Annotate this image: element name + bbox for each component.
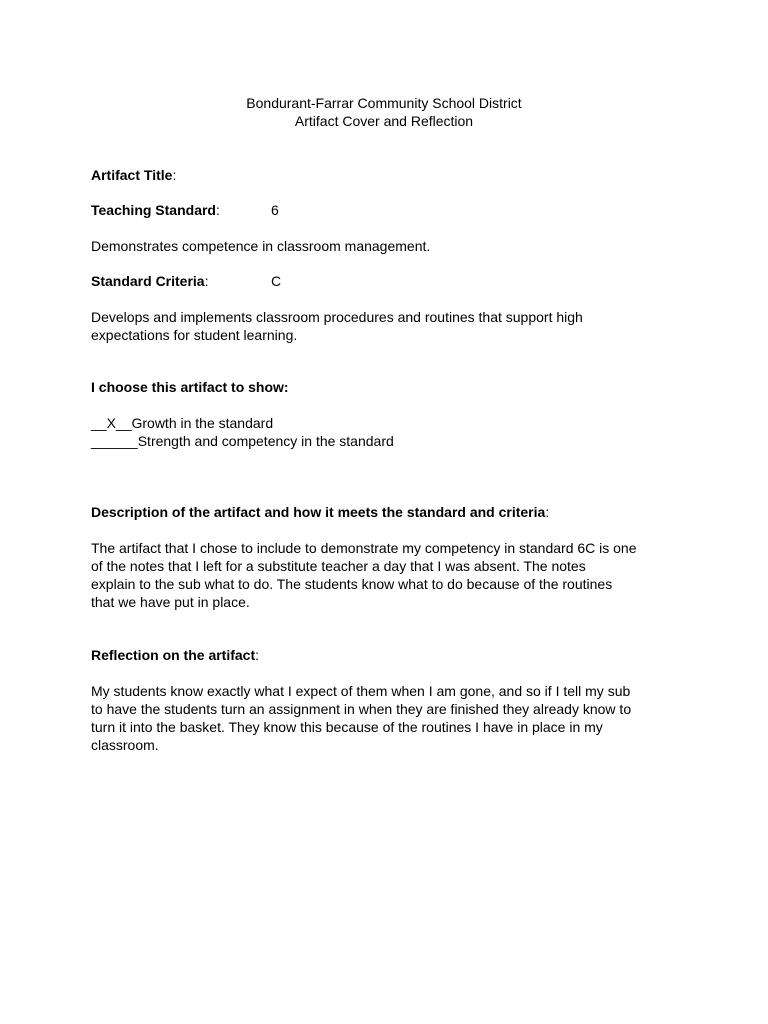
option-growth-mark: __X__ <box>91 415 132 431</box>
reflection-heading: Reflection on the artifact <box>91 647 256 663</box>
artifact-title-row <box>91 166 691 184</box>
reflection-heading-row <box>91 646 691 664</box>
description-heading: Description of the artifact and how it meets the standard and criteria <box>91 504 546 520</box>
subtitle-text: Artifact Cover and Reflection <box>294 113 474 129</box>
description-colon: : <box>545 504 550 520</box>
reflection-line-2: to have the students turn an assignment in when they are finished they already know to <box>91 701 632 717</box>
option-growth <box>91 414 691 432</box>
standard-criteria-label: Standard Criteria <box>91 273 205 289</box>
district-name: Bondurant-Farrar Community School District <box>246 95 522 111</box>
option-strength-label: Strength and competency in the standard <box>137 433 394 449</box>
description-line-1: The artifact that I chose to include to demonstrate my competency in standard 6C is one <box>91 540 637 556</box>
teaching-standard-colon: : <box>215 202 220 218</box>
description-line-2: of the notes that I left for a substitute teacher a day that I was absent. The notes <box>91 558 586 574</box>
criteria-description-line-2: expectations for student learning. <box>91 327 298 343</box>
document-subtitle <box>0 112 768 130</box>
artifact-title-label: Artifact Title <box>91 167 173 183</box>
standard-description: Demonstrates competence in classroom management. <box>91 238 431 254</box>
criteria-description-line-1: Develops and implements classroom procedures and routines that support high <box>91 309 583 325</box>
option-strength <box>91 432 691 450</box>
description-line-4: that we have put in place. <box>91 594 250 610</box>
teaching-standard-label: Teaching Standard <box>91 202 216 218</box>
choose-heading: I choose this artifact to show: <box>91 379 289 395</box>
reflection-line-4: classroom. <box>91 737 159 753</box>
district-title <box>0 94 768 112</box>
reflection-colon: : <box>255 647 260 663</box>
teaching-standard-value: 6 <box>271 202 279 218</box>
description-line-3: explain to the sub what to do. The students know what to do because of the routines <box>91 576 613 592</box>
standard-criteria-colon: : <box>204 273 209 289</box>
reflection-line-1: My students know exactly what I expect of them when I am gone, and so if I tell my sub <box>91 683 631 699</box>
standard-criteria-row <box>91 272 691 290</box>
teaching-standard-row <box>91 201 691 219</box>
description-heading-row <box>91 503 691 521</box>
option-strength-mark: ______ <box>91 433 138 449</box>
option-growth-label: Growth in the standard <box>131 415 274 431</box>
artifact-title-colon: : <box>172 167 177 183</box>
reflection-line-3: turn it into the basket. They know this because of the routines I have in place in my <box>91 719 603 735</box>
standard-criteria-value: C <box>271 273 282 289</box>
